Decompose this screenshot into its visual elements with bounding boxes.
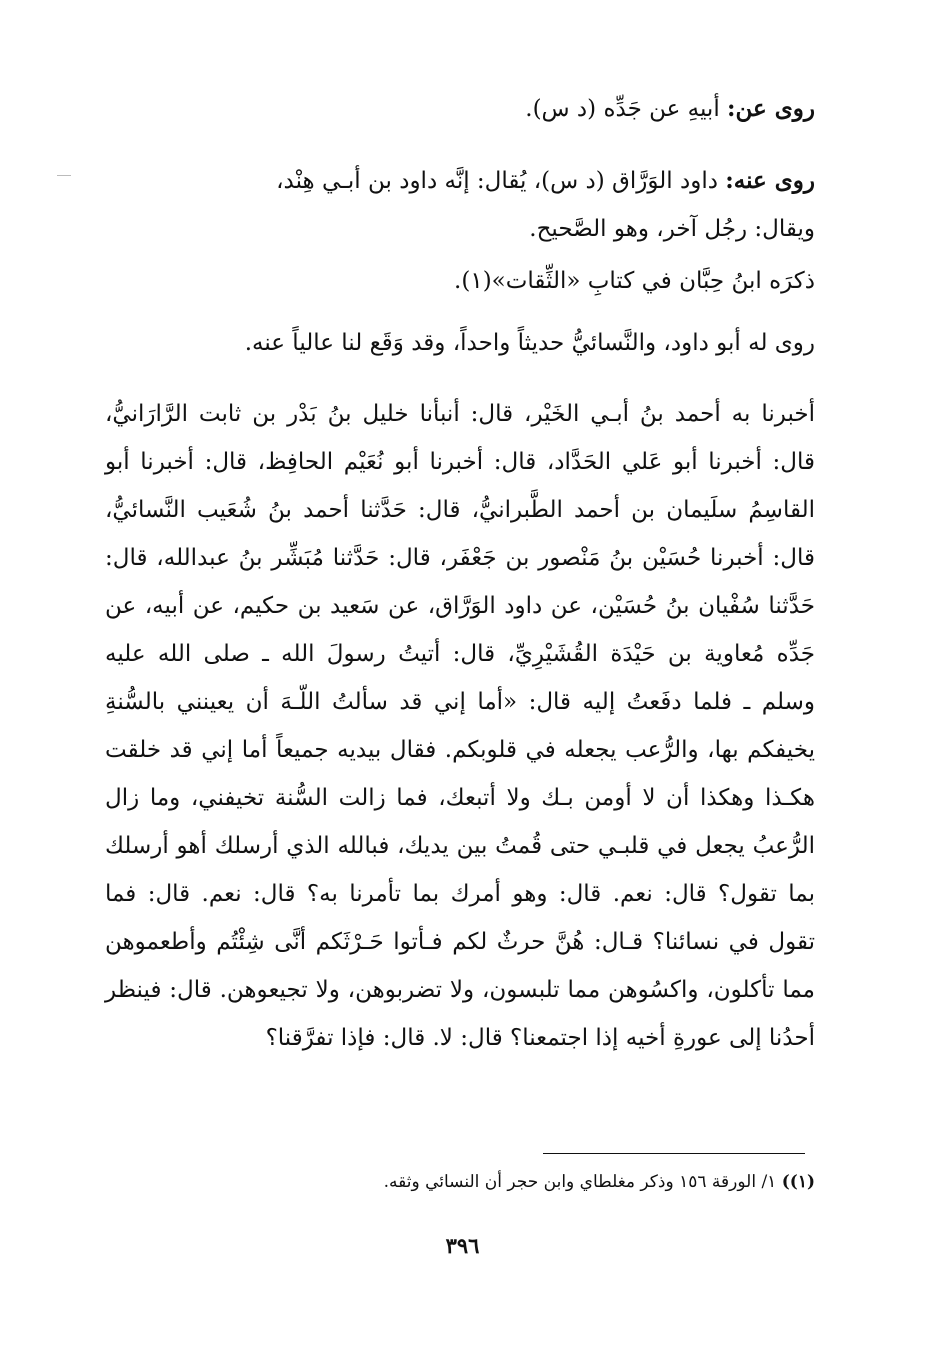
page-number: ٣٩٦ xyxy=(445,1233,480,1258)
footnote-marker: (١)) xyxy=(781,1172,815,1192)
rawa-anhu-line-1 xyxy=(105,157,815,205)
paragraph-hadith: أخبرنا به أحمد بنُ أبـي الخَيْر، قال: أنبأنا خليل بنُ بَدْر بن ثابت الرَّارَانيُّ، قال: أخبرنا أبو عَلي الحَدَّاد، قال: أخبرنا أبو نُعَيْم الحافِظ، قال: أخبرنا أبو القاسِمُ سلَيمان بن أحمد الطَّبرانيُّ، قال: حَدَّثنا أحمد بنُ شُعَيب النَّسائيُّ، قال: أخبرنا حُسَيْن بنُ مَنْصور بن جَعْفَر، قال: حَدَّثنا مُبَشِّر بنُ عبدالله، قال: حَدَّثنا سُفْيان بنُ حُسَيْن، عن داود الوَرَّاق، عن سَعيد بن حكيم، عن أبيه، عن جَدِّه مُعاوية بن حَيْدَة القُشَيْرِيِّ، قال: أتيتُ رسولَ الله ـ صلى الله عليه وسلم ـ فلما دفَعتُ إليه قال: «أما إني قد سألتُ اللّـهَ أن يعينني بالسُّنةِ يخيفكم بها، والرُّعب يجعله في قلوبكم. فقال بيديه جميعاً أما إني قد خلقت هكـذا وهكذا أن لا أومن بـك ولا أتبعك، فما زالت السُّنة تخيفني، وما زال الرُّعبُ يجعل في قلبـي حتى قُمتُ بين يديك، فبالله الذي أرسلك أهو أرسلك بما تقول؟ قال: نعم. قال: وهو أمرك بما تأمرنا به؟ قال: نعم. قال: فما تقول في نسائنا؟ قـال: هُنَّ حرثٌ لكم فـأتوا حَـرْثَكم أنَّى شِئْتُم وأطعموهن مما تأكلون، واكسُوهن مما تلبسون، ولا تضربوهن، ولا تجيعوهن. قال: فينظر أحدُنا إلى عورةِ أخيه إذا اجتمعنا؟ قال: لا. قال: فإذا تفرَّقنا؟ xyxy=(105,401,815,1051)
footnote-text: ١/ الورقة ١٥٦ وذكر مغلطاي وابن حجر أن النسائي وثقه. xyxy=(383,1172,782,1192)
label-rawa-anhu: روى عنه: xyxy=(725,167,815,194)
paragraph-dhikr: ذكرَه ابنُ حِبَّان في كتابِ «الثِّقات»(١). xyxy=(454,268,815,294)
paragraph-riwaya: روى له أبو داود، والنَّسائيُّ حديثاً واحداً، وقد وَقَع لنا عالياً عنه. xyxy=(244,330,815,356)
footnote-divider xyxy=(543,1153,805,1154)
paragraph-rawa-anhu xyxy=(105,157,815,253)
text-rawa-an: أبيهِ عن جَدِّه (د س). xyxy=(525,96,728,122)
label-rawa-an: روى عن: xyxy=(727,95,815,122)
rawa-anhu-line-2: ويقال: رجُل آخر، وهو الصَّحيح. xyxy=(529,216,815,242)
margin-mark xyxy=(57,175,71,176)
footnote xyxy=(105,1172,815,1192)
text-rawa-anhu-1: داود الوَرَّاق (د س)، يُقال: إنَّه داود بن أبـي هِنْد، xyxy=(276,168,726,194)
paragraph-rawa-an xyxy=(105,96,815,122)
